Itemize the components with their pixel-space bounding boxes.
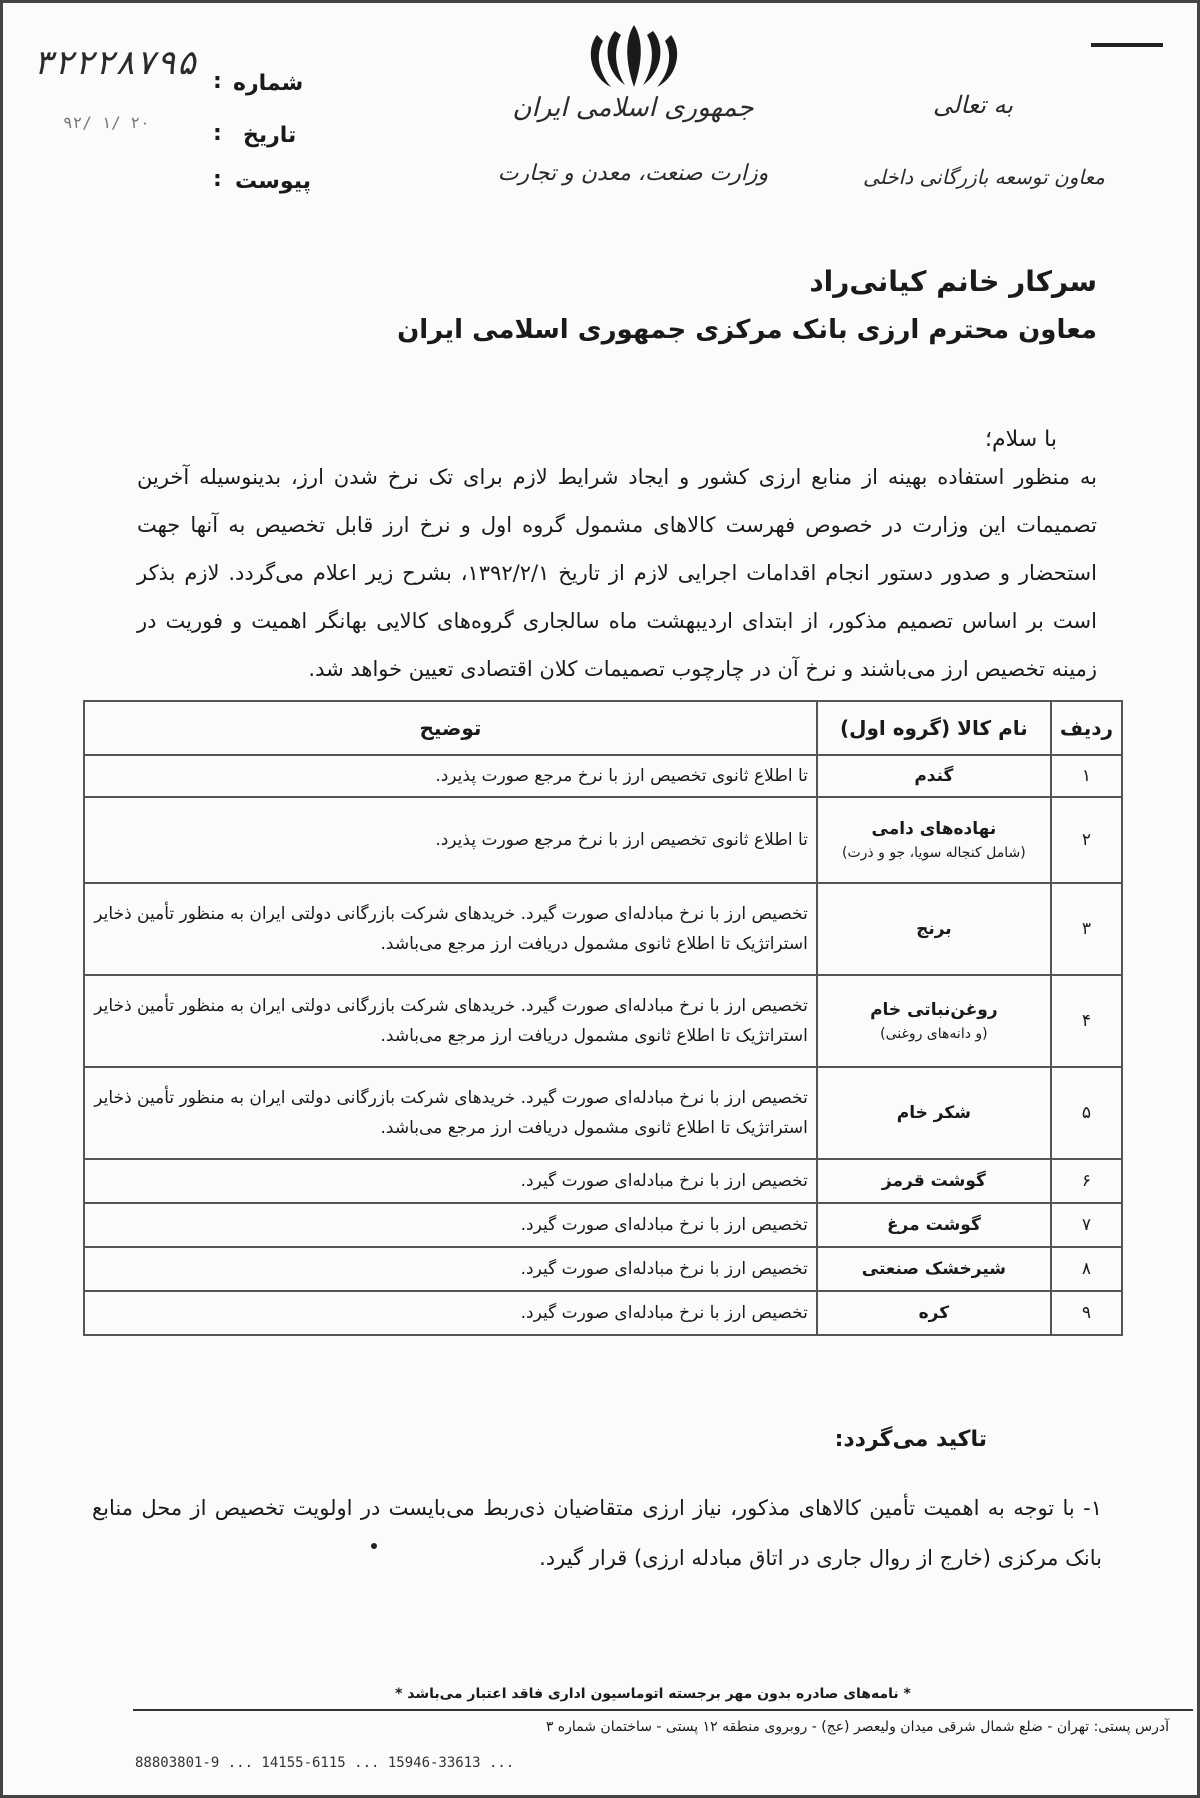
row-number: ۸	[1051, 1247, 1122, 1291]
row-number: ۵	[1051, 1067, 1122, 1159]
goods-name-text: روغن‌نباتی خام	[870, 1000, 998, 1020]
emphasis-label: تاکید می‌گردد:	[834, 1427, 987, 1452]
number-label: شماره	[233, 71, 304, 96]
goods-name	[817, 1159, 1051, 1203]
goods-subtitle: (شامل کنجاله سویا، جو و ذرت)	[842, 845, 1026, 861]
ministry-title: وزارت صنعت، معدن و تجارت	[497, 161, 769, 186]
goods-name	[817, 797, 1051, 883]
goods-description: تخصیص ارز با نرخ مبادله‌ای صورت گیرد. خریدهای شرکت بازرگانی دولتی ایران به منظور تأمین ذخایر استراتژیک تا اطلاع ثانوی مشمول دریافت ارز مرجع می‌باشد.	[84, 975, 817, 1067]
addressee-name: سرکار خانم کیانی‌راد	[809, 265, 1097, 298]
goods-description: تخصیص ارز با نرخ مبادله‌ای صورت گیرد.	[84, 1203, 817, 1247]
date-colon: :	[213, 121, 222, 146]
addressee-title: معاون محترم ارزی بانک مرکزی جمهوری اسلامی ایران	[397, 315, 1097, 345]
row-number: ۹	[1051, 1291, 1122, 1335]
header-description: توضیح	[84, 701, 817, 755]
goods-name	[817, 975, 1051, 1067]
row-number: ۷	[1051, 1203, 1122, 1247]
row-number: ۶	[1051, 1159, 1122, 1203]
date-label: تاریخ	[243, 123, 297, 148]
goods-name	[817, 1203, 1051, 1247]
row-number: ۱	[1051, 755, 1122, 797]
goods-description: تا اطلاع ثانوی تخصیص ارز با نرخ مرجع صورت پذیرد.	[84, 755, 817, 797]
greeting: با سلام؛	[985, 427, 1057, 452]
ink-dot	[371, 1543, 377, 1549]
table-row	[84, 1159, 1122, 1203]
goods-name-text: شکر خام	[896, 1103, 971, 1123]
goods-description: تخصیص ارز با نرخ مبادله‌ای صورت گیرد.	[84, 1291, 817, 1335]
goods-description: تخصیص ارز با نرخ مبادله‌ای صورت گیرد. خریدهای شرکت بازرگانی دولتی ایران به منظور تأمین ذخایر استراتژیک تا اطلاع ثانوی مشمول دریافت ارز مرجع می‌باشد.	[84, 1067, 817, 1159]
table-row	[84, 755, 1122, 797]
body-paragraph: به منظور استفاده بهینه از منابع ارزی کشور و ایجاد شرایط لازم برای تک نرخ شدن ارز، بدینوسیله آخرین تصمیمات این وزارت در خصوص فهرست کالاهای مشمول گروه اول و نرخ ارز قابل تخصیص به آنها جهت استحضار و صدور دستور انجام اقدامات اجرایی لازم از تاریخ ۱۳۹۲/۲/۱، بشرح زیر اعلام می‌گردد. لازم بذکر است بر اساس تصمیم مذکور، از ابتدای اردیبهشت ماه سالجاری گروه‌های کالایی بهانگر اهمیت و فوریت در زمینه تخصیص ارز می‌باشند و نرخ آن در چارچوب تصمیمات کلان اقتصادی تعیین خواهد شد.	[137, 465, 1097, 681]
goods-name-text: برنج	[916, 919, 952, 939]
goods-name-text: شیرخشک صنعتی	[861, 1259, 1006, 1279]
government-title: جمهوری اسلامی ایران	[512, 93, 754, 123]
header-goods-name: نام کالا (گروه اول)	[817, 701, 1051, 755]
corner-mark	[1091, 43, 1163, 47]
row-number: ۲	[1051, 797, 1122, 883]
attachment-label: پیوست	[235, 169, 311, 194]
goods-description: تا اطلاع ثانوی تخصیص ارز با نرخ مرجع صورت پذیرد.	[84, 797, 817, 883]
attachment-colon: :	[213, 167, 222, 192]
table-row	[84, 883, 1122, 975]
goods-name	[817, 1067, 1051, 1159]
goods-name-text: گوشت مرغ	[886, 1215, 981, 1235]
row-number: ۴	[1051, 975, 1122, 1067]
note-item-1: ۱- با توجه به اهمیت تأمین کالاهای مذکور، نیاز ارزی متقاضیان ذی‌ربط می‌بایست در اولویت تخصیص از محل منابع بانک مرکزی (خارج از روال جاری در اتاق مبادله ارزی) قرار گیرد.	[92, 1496, 1102, 1570]
goods-name-text: نهاده‌های دامی	[871, 819, 997, 839]
goods-name	[817, 755, 1051, 797]
header-row-number: ردیف	[1051, 701, 1122, 755]
letter-number-value: ۳۲۲۲۸۷۹۵	[33, 43, 197, 83]
goods-description: تخصیص ارز با نرخ مبادله‌ای صورت گیرد.	[84, 1159, 817, 1203]
number-colon: :	[213, 69, 222, 94]
table-row	[84, 1203, 1122, 1247]
table-row	[84, 1247, 1122, 1291]
goods-subtitle: (و دانه‌های روغنی)	[880, 1026, 988, 1042]
goods-name	[817, 883, 1051, 975]
footer-contact-numbers: 88803801-9 ... 14155-6115 ... 15946-33613 ...	[135, 1755, 515, 1771]
letter-date-value: ۹۲/ ۱/ ۲۰	[63, 113, 150, 132]
table-header-row	[84, 701, 1122, 755]
goods-name	[817, 1291, 1051, 1335]
sender-title: معاون توسعه بازرگانی داخلی	[863, 165, 1105, 189]
table-row	[84, 1291, 1122, 1335]
iran-emblem-icon	[575, 21, 693, 91]
goods-name-text: گندم	[914, 766, 954, 786]
table-row	[84, 1067, 1122, 1159]
footer-validity-note: * نامه‌های صادره بدون مهر برجسته اتوماسیون اداری فاقد اعتبار می‌باشد *	[395, 1686, 911, 1702]
goods-name	[817, 1247, 1051, 1291]
goods-table	[83, 700, 1123, 1336]
footer-address: آدرس پستی: تهران - ضلع شمال شرقی میدان ولیعصر (عج) - روبروی منطقه ۱۲ پستی - ساختمان شماره ۳	[545, 1719, 1169, 1735]
goods-description: تخصیص ارز با نرخ مبادله‌ای صورت گیرد. خریدهای شرکت بازرگانی دولتی ایران به منظور تأمین ذخایر استراتژیک تا اطلاع ثانوی مشمول دریافت ارز مرجع می‌باشد.	[84, 883, 817, 975]
row-number: ۳	[1051, 883, 1122, 975]
salutation-mark: به تعالی	[933, 91, 1014, 119]
table-row	[84, 975, 1122, 1067]
footer-divider	[133, 1709, 1193, 1711]
goods-name-text: گوشت قرمز	[881, 1171, 986, 1191]
goods-name-text: کره	[918, 1303, 950, 1323]
goods-description: تخصیص ارز با نرخ مبادله‌ای صورت گیرد.	[84, 1247, 817, 1291]
table-row	[84, 797, 1122, 883]
